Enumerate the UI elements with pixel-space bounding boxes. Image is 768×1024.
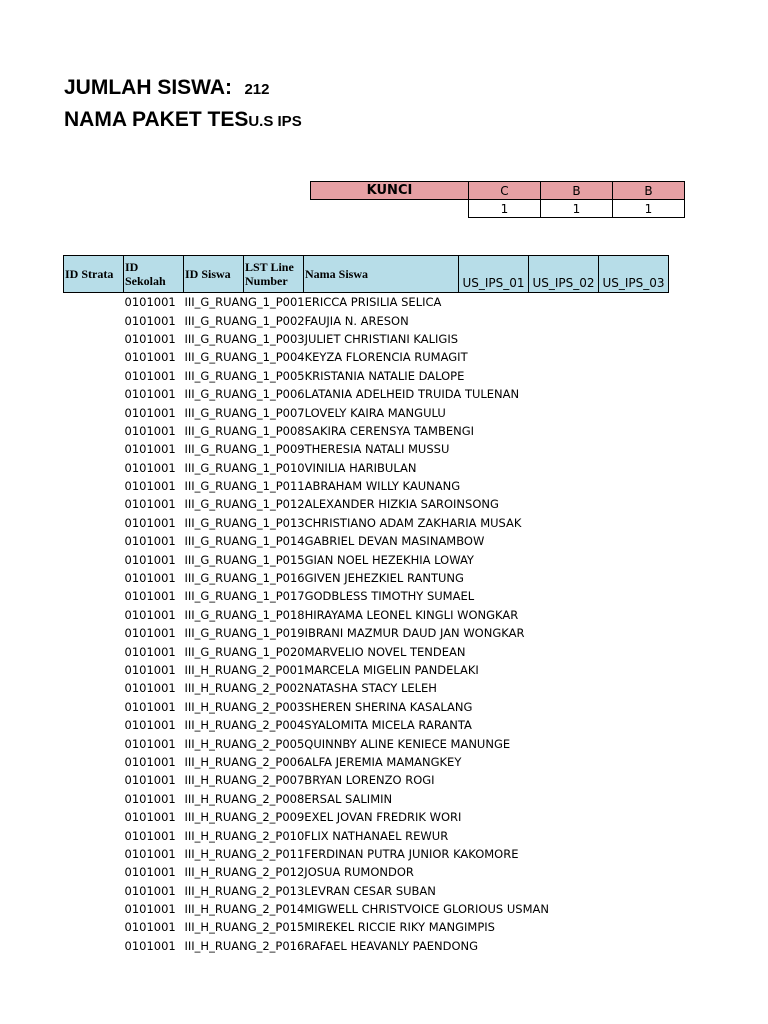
cell-id-sekolah: 0101001 (124, 497, 176, 512)
cell-siswa-nama: III_G_RUANG_1_P020MARVELIO NOVEL TENDEAN (184, 644, 466, 659)
cell-id-strata (64, 403, 124, 421)
cell-id-strata (64, 790, 124, 808)
cell-id-strata (64, 882, 124, 900)
cell-id-sekolah: 0101001 (124, 423, 176, 438)
cell-id-sekolah: 0101001 (124, 607, 176, 622)
nama-paket-value: U.S IPS (248, 113, 302, 130)
table-row (64, 550, 669, 568)
cell-id-sekolah: 0101001 (124, 571, 176, 586)
cell-siswa-nama: III_G_RUANG_1_P011ABRAHAM WILLY KAUNANG (184, 479, 461, 494)
cell-siswa-nama: III_H_RUANG_2_P012JOSUA RUMONDOR (184, 865, 414, 880)
student-rows (64, 293, 669, 956)
cell-siswa-nama: III_H_RUANG_2_P013LEVRAN CESAR SUBAN (184, 883, 436, 898)
cell-id-strata (64, 550, 124, 568)
cell-id-strata (64, 716, 124, 734)
cell-siswa-nama: III_H_RUANG_2_P003SHEREN SHERINA KASALANG (184, 699, 473, 714)
cell-id-strata (64, 918, 124, 936)
table-row (64, 477, 669, 495)
answer-key-table (310, 181, 685, 218)
cell-id-strata (64, 845, 124, 863)
cell-id-sekolah: 0101001 (124, 920, 176, 935)
cell-id-sekolah: 0101001 (124, 791, 176, 806)
weight-cell: 1 (541, 200, 613, 218)
cell-id-strata (64, 422, 124, 440)
table-row (64, 624, 669, 642)
table-row (64, 698, 669, 716)
cell-id-sekolah: 0101001 (124, 368, 176, 383)
cell-id-sekolah: 0101001 (124, 313, 176, 328)
cell-id-sekolah: 0101001 (124, 331, 176, 346)
cell-id-sekolah: 0101001 (124, 442, 176, 457)
table-row (64, 459, 669, 477)
table-row (64, 771, 669, 789)
cell-id-strata (64, 771, 124, 789)
table-row (64, 587, 669, 605)
cell-siswa-nama: III_G_RUANG_1_P010VINILIA HARIBULAN (184, 460, 417, 475)
table-row (64, 367, 669, 385)
cell-siswa-nama: III_G_RUANG_1_P007LOVELY KAIRA MANGULU (184, 405, 446, 420)
answer-key-cell: C (469, 182, 541, 200)
cell-id-sekolah: 0101001 (124, 902, 176, 917)
cell-siswa-nama: III_H_RUANG_2_P001MARCELA MIGELIN PANDELAKI (184, 663, 479, 677)
header-item-3: US_IPS_03 (599, 256, 669, 293)
table-row (64, 937, 669, 955)
cell-id-sekolah: 0101001 (124, 460, 176, 475)
cell-id-strata (64, 606, 124, 624)
cell-id-sekolah: 0101001 (124, 736, 176, 751)
cell-id-strata (64, 863, 124, 881)
cell-id-strata (64, 698, 124, 716)
table-row (64, 679, 669, 697)
cell-id-strata (64, 734, 124, 752)
cell-id-strata (64, 495, 124, 513)
table-row (64, 348, 669, 366)
cell-siswa-nama: III_G_RUANG_1_P004KEYZA FLORENCIA RUMAGIT (184, 350, 468, 365)
cell-id-strata (64, 661, 124, 679)
cell-id-sekolah: 0101001 (124, 350, 176, 365)
table-row (64, 330, 669, 348)
cell-id-strata (64, 532, 124, 550)
header-id-sekolah: ID Sekolah (124, 256, 184, 293)
table-row (64, 900, 669, 918)
table-row (64, 514, 669, 532)
header-nama-siswa: Nama Siswa (304, 256, 459, 293)
jumlah-siswa-label: JUMLAH SISWA: (64, 76, 232, 99)
cell-id-sekolah: 0101001 (124, 699, 176, 714)
cell-id-strata (64, 477, 124, 495)
cell-id-strata (64, 624, 124, 642)
table-row (64, 918, 669, 936)
cell-siswa-nama: III_G_RUANG_1_P012ALEXANDER HIZKIA SAROINSONG (184, 497, 499, 512)
cell-id-sekolah: 0101001 (124, 295, 176, 310)
table-header-row (64, 256, 669, 293)
cell-siswa-nama: III_G_RUANG_1_P005KRISTANIA NATALIE DALOPE (184, 368, 465, 383)
table-row (64, 661, 669, 679)
cell-siswa-nama: III_G_RUANG_1_P017GODBLESS TIMOTHY SUMAEL (184, 589, 475, 604)
cell-siswa-nama: III_G_RUANG_1_P019IBRANI MAZMUR DAUD JAN WONGKAR (184, 626, 525, 641)
cell-siswa-nama: III_G_RUANG_1_P009THERESIA NATALI MUSSU (184, 442, 450, 457)
cell-id-strata (64, 642, 124, 660)
table-row (64, 826, 669, 844)
table-row (64, 753, 669, 771)
cell-id-sekolah: 0101001 (124, 387, 176, 402)
cell-id-strata (64, 587, 124, 605)
cell-id-sekolah: 0101001 (124, 589, 176, 604)
cell-id-sekolah: 0101001 (124, 534, 176, 549)
cell-siswa-nama: III_H_RUANG_2_P009EXEL JOVAN FREDRIK WORI (184, 810, 462, 825)
cell-id-strata (64, 440, 124, 458)
cell-id-sekolah: 0101001 (124, 681, 176, 696)
table-row (64, 716, 669, 734)
cell-id-sekolah: 0101001 (124, 644, 176, 659)
cell-id-strata (64, 679, 124, 697)
nama-paket-line (64, 108, 302, 132)
jumlah-siswa-value: 212 (244, 81, 270, 98)
kunci-label: KUNCI (311, 182, 469, 200)
cell-siswa-nama: III_G_RUANG_1_P013CHRISTIANO ADAM ZAKHARIA MUSAK (184, 515, 522, 530)
cell-id-sekolah: 0101001 (124, 718, 176, 733)
cell-id-sekolah: 0101001 (124, 626, 176, 641)
cell-siswa-nama: III_H_RUANG_2_P008ERSAL SALIMIN (184, 791, 393, 806)
table-row (64, 495, 669, 513)
answer-key-cell: B (613, 182, 685, 200)
cell-id-strata (64, 826, 124, 844)
cell-id-strata (64, 753, 124, 771)
weight-spacer (311, 200, 469, 218)
cell-siswa-nama: III_H_RUANG_2_P016RAFAEL HEAVANLY PAENDONG (184, 938, 479, 953)
cell-id-sekolah: 0101001 (124, 846, 176, 861)
table-row (64, 882, 669, 900)
cell-id-sekolah: 0101001 (124, 754, 176, 769)
table-row (64, 385, 669, 403)
cell-id-sekolah: 0101001 (124, 938, 176, 953)
cell-siswa-nama: III_H_RUANG_2_P007BRYAN LORENZO ROGI (184, 773, 435, 788)
cell-id-strata (64, 808, 124, 826)
header-lst-line-number: LST Line Number (244, 256, 304, 293)
cell-siswa-nama: III_H_RUANG_2_P002NATASHA STACY LELEH (184, 681, 437, 696)
table-row (64, 293, 669, 312)
header-id-siswa: ID Siswa (184, 256, 244, 293)
weight-cell: 1 (613, 200, 685, 218)
cell-id-strata (64, 900, 124, 918)
cell-id-strata (64, 385, 124, 403)
cell-siswa-nama: III_H_RUANG_2_P004SYALOMITA MICELA RARANTA (184, 718, 472, 733)
header-id-strata: ID Strata (64, 256, 124, 293)
cell-siswa-nama: III_G_RUANG_1_P018HIRAYAMA LEONEL KINGLI WONGKAR (184, 607, 519, 622)
cell-siswa-nama: III_G_RUANG_1_P008SAKIRA CERENSYA TAMBENGI (184, 423, 475, 438)
table-row (64, 808, 669, 826)
cell-id-strata (64, 330, 124, 348)
cell-id-sekolah: 0101001 (124, 828, 176, 843)
table-row (64, 440, 669, 458)
student-table (63, 255, 669, 955)
cell-id-sekolah: 0101001 (124, 663, 176, 677)
cell-id-sekolah: 0101001 (124, 810, 176, 825)
cell-id-sekolah: 0101001 (124, 552, 176, 567)
cell-siswa-nama: III_G_RUANG_1_P001ERICCA PRISILIA SELICA (184, 295, 442, 310)
cell-id-sekolah: 0101001 (124, 865, 176, 880)
table-row (64, 403, 669, 421)
cell-siswa-nama: III_G_RUANG_1_P002FAUJIA N. ARESON (184, 313, 409, 328)
answer-key-row (311, 182, 685, 200)
cell-id-sekolah: 0101001 (124, 883, 176, 898)
weight-cell: 1 (469, 200, 541, 218)
nama-paket-label: NAMA PAKET TES (64, 108, 249, 131)
jumlah-siswa-line (64, 76, 269, 100)
table-row (64, 642, 669, 660)
cell-siswa-nama: III_H_RUANG_2_P014MIGWELL CHRISTVOICE GLORIOUS USMAN (184, 902, 549, 917)
cell-id-sekolah: 0101001 (124, 479, 176, 494)
cell-id-strata (64, 367, 124, 385)
cell-siswa-nama: III_G_RUANG_1_P016GIVEN JEHEZKIEL RANTUNG (184, 571, 464, 586)
cell-siswa-nama: III_G_RUANG_1_P014GABRIEL DEVAN MASINAMBOW (184, 534, 485, 549)
cell-siswa-nama: III_H_RUANG_2_P006ALFA JEREMIA MAMANGKEY (184, 754, 462, 769)
table-row (64, 569, 669, 587)
table-row (64, 863, 669, 881)
table-row (64, 790, 669, 808)
table-row (64, 311, 669, 329)
cell-siswa-nama: III_G_RUANG_1_P015GIAN NOEL HEZEKHIA LOWAY (184, 552, 474, 567)
cell-id-strata (64, 569, 124, 587)
weight-row (311, 200, 685, 218)
table-row (64, 532, 669, 550)
table-row (64, 422, 669, 440)
header-item-1: US_IPS_01 (459, 256, 529, 293)
header-item-2: US_IPS_02 (529, 256, 599, 293)
cell-id-strata (64, 293, 124, 312)
table-row (64, 845, 669, 863)
cell-siswa-nama: III_H_RUANG_2_P005QUINNBY ALINE KENIECE MANUNGE (184, 736, 511, 751)
cell-siswa-nama: III_H_RUANG_2_P010FLIX NATHANAEL REWUR (184, 828, 449, 843)
cell-id-sekolah: 0101001 (124, 773, 176, 788)
cell-id-strata (64, 937, 124, 955)
table-row (64, 606, 669, 624)
cell-siswa-nama: III_G_RUANG_1_P003JULIET CHRISTIANI KALIGIS (184, 331, 459, 346)
cell-id-strata (64, 459, 124, 477)
cell-siswa-nama: III_H_RUANG_2_P011FERDINAN PUTRA JUNIOR KAKOMORE (184, 846, 519, 861)
cell-id-strata (64, 514, 124, 532)
cell-siswa-nama: III_G_RUANG_1_P006LATANIA ADELHEID TRUIDA TULENAN (184, 387, 520, 402)
cell-id-strata (64, 348, 124, 366)
cell-id-sekolah: 0101001 (124, 515, 176, 530)
cell-id-strata (64, 311, 124, 329)
table-row (64, 734, 669, 752)
cell-siswa-nama: III_H_RUANG_2_P015MIREKEL RICCIE RIKY MANGIMPIS (184, 920, 495, 935)
answer-key-cell: B (541, 182, 613, 200)
cell-id-sekolah: 0101001 (124, 405, 176, 420)
